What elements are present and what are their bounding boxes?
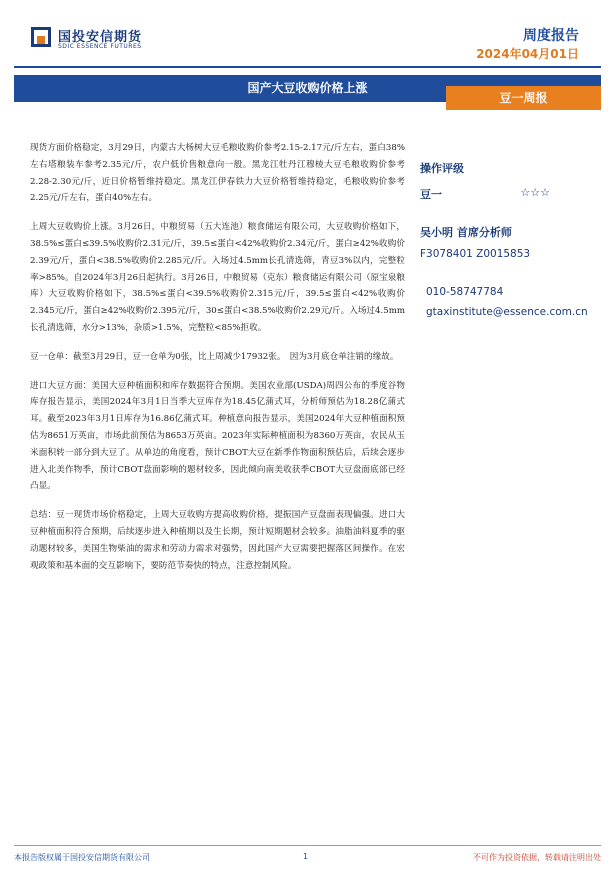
logo-text: 国投安信期货 [58, 30, 143, 45]
rating-row [420, 186, 550, 202]
footer-disclaimer: 不可作为投资依据，转载请注明出处 [473, 853, 601, 862]
header-divider [14, 66, 601, 68]
contact-email[interactable]: gtaxinstitute@essence.com.cn [426, 306, 588, 318]
page-title: 国产大豆收购价格上涨 [247, 81, 368, 95]
rating-label: 操作评级 [420, 162, 464, 175]
report-type: 周度报告 [523, 28, 579, 44]
logo-english-text: SDIC ESSENCE FUTURES [58, 43, 142, 50]
footer-divider [14, 845, 601, 846]
paragraph-imported-soybean: 进口大豆方面：美国大豆种植面积和库存数据符合预期。美国农业部(USDA)周四公布的季度谷物库存报告显示，美国2024年3月1日当季大豆库存为18.45亿蒲式耳，分析师预估为18.28亿蒲式耳。截至2023年3月1日库存为16.86亿蒲式耳。种植意向报告显示，美国2024年大豆种植面积预估为8651万英亩，市场此前预估为8653万英亩。2023年实际种植面积为8360万英亩，农民从玉米面积转一部分到大豆了。从单边的角度看，预计CBOT大豆在新季作物面积预估后，后续会逐步进入北美作物季，预计CBOT盘面影响的题材较多，因此倾向南美收获季CBOT大豆盘面底部已经凸显。 [30, 380, 405, 492]
page-number: 1 [303, 852, 309, 861]
paragraph-purchase-price: 上周大豆收购价上涨。3月26日，中粮贸易（五大连池）粮食储运有限公司，大豆收购价格如下，38.5%≤蛋白≤39.5%收购价2.31元/斤，39.5≤蛋白<42%收购价2.34元/斤，蛋白≥42%收购价2.39元/斤，蛋白<38.5%收购价2.285元/斤。入场过4.5mm长孔清选筛，青豆3%以内，完整粒率>85%。自2024年3月26日起执行。3月26日，中粮贸易（克东）粮食储运有限公司（原宝泉粮库）大豆收购价格如下，38.5%≤蛋白<39.5%收购价2.315元/斤，39.5≤蛋白<42%收购价2.345元/斤，蛋白≥42%收购价2.395元/斤，30≤蛋白<38.5%收购价2.29元/斤。入场过4.5mm长孔清选筛，水分>13%，杂质>1.5%，完整粒<85%拒收。 [30, 222, 405, 333]
sidebar [420, 160, 610, 322]
paragraph-spot: 现货方面价格稳定，3月29日，内蒙古大杨树大豆毛粮收购价参考2.15-2.17元/斤左右，蛋白38%左右塔粮装车参考2.35元/斤，农户低价售粮意向一般。黑龙江牡丹江穆棱大豆毛粮收购价参考2.28-2.30元/斤，近日价格暂维持稳定。黑龙江伊春铁力大豆价格暂维持稳定，毛粮收购价参考2.25元/斤左右，蛋白40%左右。 [30, 143, 405, 204]
contact-phone: 010-58747784 [426, 286, 504, 298]
product-tag: 豆一周报 [446, 86, 601, 110]
paragraph-summary: 总结：豆一现货市场价格稳定，上周大豆收购方提高收购价格，提振国产豆盘面表现偏强。进口大豆种植面积符合预期，后续逐步进入种植期以及生长期，预计短期题材会较多。油脂油料夏季的驱动题材较多，美国生物柴油的需求和劳动力需求对强势，因此国产大豆需要把握落区间操作。在宏观政策和基本面的交互影响下，要防范节奏快的特点，注意控制风险。 [30, 510, 405, 571]
analyst-name: 吴小明 首席分析师 [420, 226, 512, 239]
analyst-certificates: F3078401 Z0015853 [420, 248, 531, 260]
rating-product: 豆一 [420, 188, 442, 201]
paragraph-warehouse-receipt: 豆一仓单：截至3月29日，豆一仓单为0张，比上周减少17932张。 因为3月底仓单注销的缘故。 [30, 351, 399, 362]
report-date: 2024年04月01日 [476, 47, 579, 61]
logo-icon [31, 27, 51, 47]
report-body [30, 140, 405, 586]
footer-copyright: 本报告版权属于国投安信期货有限公司 [14, 853, 150, 862]
contact-block [420, 282, 610, 322]
star-rating-icon: ☆☆☆ [520, 186, 550, 199]
